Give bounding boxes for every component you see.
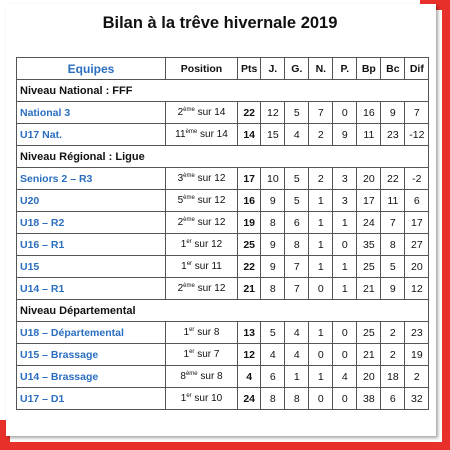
section-label: Niveau Départemental [17,300,429,322]
header-dif: Dif [405,58,429,80]
cell-j: 4 [261,344,285,366]
cell-j: 12 [261,102,285,124]
position-cell [166,190,238,212]
position-cell [166,212,238,234]
rank-suffix: ème [183,107,195,113]
rank-suffix: ème [185,371,198,377]
cell-j: 9 [261,190,285,212]
cell-j: 15 [261,124,285,146]
rank: 1 [180,239,187,250]
red-border-right [442,0,450,450]
cell-bp: 21 [357,344,381,366]
cell-g: 4 [285,344,309,366]
cell-g: 1 [285,366,309,388]
cell-pts: 22 [238,102,261,124]
team-name: U17 – D1 [17,388,166,410]
cell-n: 1 [309,256,333,278]
rank-total: sur 8 [194,327,220,338]
cell-bc: 5 [381,256,405,278]
team-name: U18 – Départemental [17,322,166,344]
cell-j: 8 [261,212,285,234]
standings-table [16,57,429,410]
cell-pts: 22 [238,256,261,278]
cell-bc: 18 [381,366,405,388]
header-j: J. [261,58,285,80]
rank-total: sur 14 [194,107,226,118]
cell-bp: 17 [357,190,381,212]
cell-dif: 7 [405,102,429,124]
cell-g: 8 [285,234,309,256]
cell-dif: 23 [405,322,429,344]
cell-bp: 21 [357,278,381,300]
cell-n: 0 [309,278,333,300]
rank-total: sur 12 [194,195,226,206]
cell-n: 1 [309,212,333,234]
rank: 1 [181,261,187,272]
rank: 2 [177,107,184,118]
position-cell [166,366,238,388]
cell-p: 4 [333,366,357,388]
rank-suffix: ème [183,173,195,179]
cell-n: 1 [309,322,333,344]
rank: 2 [177,283,184,294]
rank-suffix: er [186,261,193,267]
cell-p: 0 [333,102,357,124]
team-name: National 3 [17,102,166,124]
rank: 2 [177,217,184,228]
cell-dif: 27 [405,234,429,256]
position-cell [166,124,238,146]
table-row [17,322,429,344]
cell-p: 3 [333,190,357,212]
table-row [17,124,429,146]
cell-p: 0 [333,388,357,410]
team-name: U14 – Brassage [17,366,166,388]
rank-suffix: er [189,349,195,355]
team-name: Seniors 2 – R3 [17,168,166,190]
header-p: P. [333,58,357,80]
cell-dif: 2 [405,366,429,388]
cell-pts: 21 [238,278,261,300]
cell-p: 1 [333,212,357,234]
rank-suffix: ème [183,283,195,289]
cell-g: 5 [285,168,309,190]
cell-bc: 22 [381,168,405,190]
cell-j: 9 [261,256,285,278]
team-name: U15 [17,256,166,278]
team-name: U16 – R1 [17,234,166,256]
rank: 1 [180,393,187,404]
cell-bc: 2 [381,344,405,366]
cell-g: 5 [285,190,309,212]
header-g: G. [285,58,309,80]
rank-total: sur 10 [191,393,223,404]
cell-bc: 9 [381,102,405,124]
cell-bp: 35 [357,234,381,256]
cell-bc: 11 [381,190,405,212]
cell-dif: 6 [405,190,429,212]
cell-n: 2 [309,168,333,190]
cell-p: 0 [333,344,357,366]
cell-bc: 23 [381,124,405,146]
cell-g: 4 [285,124,309,146]
position-cell [166,278,238,300]
rank-suffix: er [186,393,192,399]
cell-p: 1 [333,278,357,300]
cell-bp: 25 [357,322,381,344]
cell-bc: 7 [381,212,405,234]
rank: 5 [177,195,184,206]
rank-suffix: er [189,327,195,333]
rank-total: sur 12 [194,283,226,294]
cell-pts: 25 [238,234,261,256]
position-cell [166,234,238,256]
cell-p: 0 [333,322,357,344]
cell-p: 9 [333,124,357,146]
rank-suffix: ème [183,217,195,223]
cell-j: 8 [261,388,285,410]
table-row [17,168,429,190]
cell-bc: 8 [381,234,405,256]
table-row [17,234,429,256]
cell-n: 2 [309,124,333,146]
cell-dif: 19 [405,344,429,366]
team-name: U17 Nat. [17,124,166,146]
cell-pts: 14 [238,124,261,146]
section-row-departemental [17,300,429,322]
position-cell [166,322,238,344]
cell-dif: 32 [405,388,429,410]
rank-total: sur 12 [194,173,226,184]
header-equipes: Equipes [17,58,166,80]
table-row [17,278,429,300]
cell-pts: 13 [238,322,261,344]
page-title: Bilan à la trêve hivernale 2019 [102,14,338,32]
table-row [17,388,429,410]
position-cell [166,256,238,278]
header-row [17,58,429,80]
team-name: U15 – Brassage [17,344,166,366]
position-cell [166,168,238,190]
cell-dif: 12 [405,278,429,300]
cell-pts: 12 [238,344,261,366]
cell-bc: 9 [381,278,405,300]
cell-bp: 20 [357,168,381,190]
position-cell [166,102,238,124]
rank: 1 [183,327,190,338]
table-row [17,344,429,366]
cell-g: 5 [285,102,309,124]
header-position: Position [166,58,238,80]
position-cell [166,388,238,410]
cell-g: 8 [285,388,309,410]
cell-pts: 4 [238,366,261,388]
cell-bp: 20 [357,366,381,388]
rank: 8 [180,371,186,382]
cell-bp: 16 [357,102,381,124]
cell-pts: 24 [238,388,261,410]
rank-total: sur 14 [197,129,228,140]
header-bp: Bp [357,58,381,80]
cell-p: 0 [333,234,357,256]
cell-pts: 17 [238,168,261,190]
rank-total: sur 7 [194,349,220,360]
cell-j: 9 [261,234,285,256]
table-row [17,256,429,278]
team-name: U18 – R2 [17,212,166,234]
table-row [17,366,429,388]
team-name: U14 – R1 [17,278,166,300]
cell-dif: 17 [405,212,429,234]
cell-bp: 38 [357,388,381,410]
rank-total: sur 11 [192,261,222,272]
cell-dif: -12 [405,124,429,146]
cell-n: 1 [309,190,333,212]
table-row [17,102,429,124]
rank: 1 [183,349,190,360]
section-row-national [17,80,429,102]
header-n: N. [309,58,333,80]
cell-dif: 20 [405,256,429,278]
cell-j: 5 [261,322,285,344]
cell-dif: -2 [405,168,429,190]
section-row-regional [17,146,429,168]
rank-total: sur 8 [197,371,223,382]
cell-bc: 2 [381,322,405,344]
cell-p: 3 [333,168,357,190]
cell-n: 0 [309,344,333,366]
rank-suffix: er [186,239,192,245]
section-label: Niveau National : FFF [17,80,429,102]
cell-pts: 16 [238,190,261,212]
cell-g: 4 [285,322,309,344]
position-cell [166,344,238,366]
rank: 3 [177,173,184,184]
rank-total: sur 12 [194,217,226,228]
cell-j: 6 [261,366,285,388]
cell-n: 7 [309,102,333,124]
cell-bc: 6 [381,388,405,410]
cell-bp: 24 [357,212,381,234]
cell-bp: 25 [357,256,381,278]
cell-bp: 11 [357,124,381,146]
cell-g: 7 [285,278,309,300]
section-label: Niveau Régional : Ligue [17,146,429,168]
cell-g: 6 [285,212,309,234]
team-name: U20 [17,190,166,212]
cell-n: 0 [309,388,333,410]
cell-n: 1 [309,366,333,388]
table-row [17,190,429,212]
cell-g: 7 [285,256,309,278]
cell-pts: 19 [238,212,261,234]
header-pts: Pts [238,58,261,80]
cell-n: 1 [309,234,333,256]
cell-j: 10 [261,168,285,190]
table-row [17,212,429,234]
red-border-bottom [0,442,450,450]
cell-p: 1 [333,256,357,278]
rank-suffix: ème [183,195,195,201]
cell-j: 8 [261,278,285,300]
rank-suffix: ème [185,129,198,135]
rank-total: sur 12 [191,239,223,250]
header-bc: Bc [381,58,405,80]
rank: 11 [175,129,186,140]
